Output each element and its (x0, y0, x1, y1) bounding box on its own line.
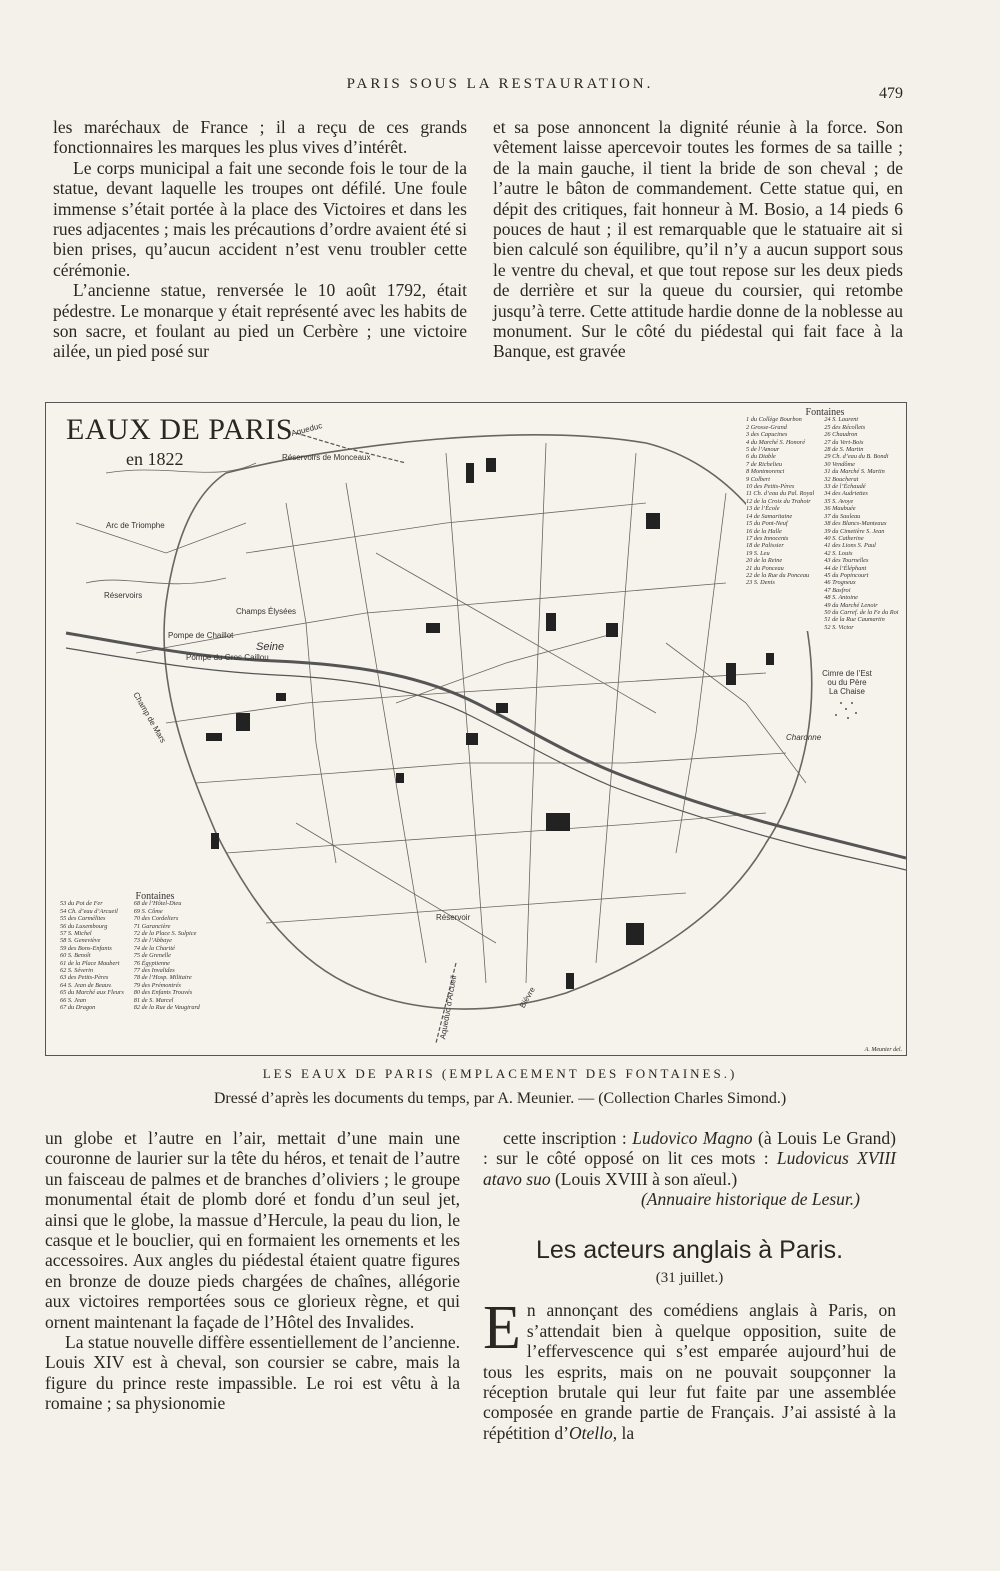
legend-fontaines-left (60, 893, 250, 1012)
legend-entry: 81 de S. Marcel (133, 996, 174, 1004)
legend-entry: 27 du Vert-Bois (824, 438, 864, 446)
map-subtitle: en 1822 (126, 449, 184, 469)
legend-entry: 79 des Prémontrés (133, 981, 182, 989)
legend-entry: 61 de la Place Maubert (60, 959, 120, 967)
legend-entry: 18 de Palissier (746, 542, 784, 550)
legend-entry: 37 du Sauleau (824, 512, 861, 520)
latin-inscription: Ludovicus XVIII atavo suo (483, 1148, 896, 1189)
legend-entry: 76 Égyptienne (133, 959, 170, 967)
section-date: (31 juillet.) (655, 1270, 724, 1287)
paragraph: La statue nouvelle diffère essentiellement de l’ancienne. Louis XIV est à cheval, son coursier se cabre, mais la figure du prince reste impassible. Le roi est vêtu à la romaine ; sa physionomie (45, 1332, 460, 1414)
legend-entry: 35 S. Avoye (824, 497, 854, 505)
map-label: Champ de Mars (131, 690, 168, 745)
legend-entry: 70 des Cordeliers (133, 915, 179, 923)
legend-entry: 48 S. Antoine (824, 594, 858, 602)
legend-entry: 39 du Cimetière S. Jean (824, 527, 885, 535)
legend-title: Fontaines (805, 407, 845, 418)
legend-entry: 21 du Ponceau (746, 564, 784, 572)
section-title: Les acteurs anglais à Paris. (535, 1235, 844, 1264)
legend-entry: 67 du Dragon (60, 1004, 96, 1012)
legend-fontaines-right (746, 409, 904, 631)
legend-entry: 54 Ch. d’eau d’Arcueil (60, 907, 118, 915)
legend-entry: 10 des Petits-Pères (746, 483, 795, 491)
legend-entry: 57 S. Michel (60, 930, 92, 938)
legend-column (746, 416, 814, 631)
text: (à Louis Le Grand) : sur le côté opposé on lit ces mots : (483, 1128, 896, 1169)
top-right-column (493, 117, 903, 362)
legend-entry: 24 S. Laurent (824, 416, 859, 424)
legend-entry: 59 des Bons-Enfants (60, 944, 112, 952)
top-left-column (53, 117, 467, 362)
map-label: Réservoirs de Monceaux (282, 453, 371, 462)
source-citation: (Annuaire historique de Lesur.) (640, 1189, 860, 1210)
legend-entry: 9 Colbert (746, 475, 770, 483)
legend-entry: 44 de l’Éléphant (824, 564, 867, 572)
legend-entry: 6 du Diable (746, 453, 776, 461)
legend-entry: 33 de l’Échaudé (824, 483, 866, 491)
paragraph (483, 1128, 896, 1189)
map-label: Bièvre (517, 985, 537, 1010)
legend-column (824, 416, 898, 631)
legend-entry: 71 Garancière (133, 922, 171, 930)
legend-entry: 42 S. Louis (824, 549, 853, 557)
seine-river (66, 633, 906, 858)
legend-entry: 36 Maubuée (824, 505, 856, 513)
legend-column (60, 900, 124, 1011)
legend-entry: 5 de l’Amour (746, 446, 780, 454)
legend-entry: 29 Ch. d’eau du B. Bondi (824, 453, 889, 461)
legend-entry: 46 Trogneux (824, 579, 856, 587)
legend-entry: 41 des Lions S. Paul (824, 542, 876, 550)
legend-entry: 56 du Luxembourg (60, 922, 108, 930)
legend-entry: 17 des Innocents (746, 534, 789, 542)
text: n annonçant des comédiens anglais à Paris, on s’attendait bien à quelque opposition, suite de l’effervescence qui s’est emparée aujourd’hui de tous les esprits, mais on ne pouvait soupçonner la réception brutale qui leur fut faite par une assemblée composée en grande partie de Français. J’ai assisté à la répétition d’ (483, 1300, 896, 1443)
city-wall (164, 435, 815, 1009)
legend-entry: 47 Basfroi (824, 586, 851, 594)
legend-entry: 34 des Audriettes (824, 490, 868, 498)
legend-entry: 43 des Tournelles (824, 557, 869, 565)
legend-title: Fontaines (135, 891, 175, 902)
legend-entry: 77 des Invalides (133, 967, 175, 975)
map-label: Pompe de Chaillot (168, 631, 234, 640)
legend-entry: 30 Vendôme (824, 460, 855, 468)
legend-entry: 12 de la Croix du Trahoir (746, 497, 811, 505)
legend-entry: 32 Boucherat (824, 475, 859, 483)
map-label: Seine (256, 641, 285, 653)
legend-entry: 78 de l’Hosp. Militaire (133, 974, 192, 982)
legend-entry: 65 du Marché aux Fleurs (60, 989, 124, 997)
legend-entry: 55 des Carmélites (60, 915, 106, 923)
legend-entry: 73 de l’Abbaye (133, 937, 172, 945)
legend-entry: 74 de la Charité (133, 944, 175, 952)
map-title: EAUX DE PARIS (66, 413, 294, 446)
legend-entry: 50 du Carref. de la Fe du Roi (824, 608, 899, 616)
map-label: Arc de Triomphe (106, 521, 165, 530)
legend-entry: 66 S. Jean (60, 996, 87, 1004)
legend-entry: 26 Chaudron (824, 431, 858, 439)
legend-entry: 63 des Petits-Pères (60, 974, 109, 982)
paragraph: Le corps municipal a fait une seconde fois le tour de la statue, devant laquelle les troupes ont défilé. Une foule immense s’était portée à la place des Victoires et dans les rues adjacentes ; mais les précautions d’ordre avaient été si bien prises, qu’aucun accident n’est venu troubler cette cérémonie. (53, 157, 467, 280)
legend-entry: 14 de Samaritaine (746, 512, 793, 520)
paragraph (483, 1294, 896, 1443)
legend-entry: 20 de la Reine (746, 557, 783, 565)
legend-entry: 58 S. Geneviève (60, 937, 101, 945)
page-number: 479 (879, 85, 903, 102)
legend-entry: 4 du Marché S. Honoré (746, 438, 806, 446)
map-label: Champs Élysées (236, 607, 297, 616)
paragraph: et sa pose annoncent la dignité réunie à la force. Son vêtement laisse apercevoir toutes les formes de sa taille ; de la main gauche, il tient la bride de son cheval ; de l’autre le bâton de commandement. Cette statue qui, en dépit des critiques, fait honneur à M. Bosio, a 14 pieds 6 pouces de haut ; il est remarquable que le statuaire ait si bien calculé son équilibre, qu’il n’y a aucun support sous le ventre du cheval, et que tout repose sur les deux pieds de derrière et sur la queue du coursier, qui retombe jusqu’à terre. Cette attitude hardie donne de la noblesse au monument. Sur le côté du piédestal qui fait face à la Banque, est gravée (493, 117, 903, 362)
legend-entry: 15 du Pont-Neuf (746, 520, 788, 528)
legend-entry: 80 des Enfants Trouvés (133, 989, 193, 997)
legend-entry: 45 du Popincourt (824, 571, 869, 579)
legend-entry: 60 S. Benoît (60, 952, 91, 960)
legend-entry: 11 Ch. d’eau du Pal. Royal (746, 490, 815, 498)
legend-entry: 28 de S. Martin (824, 446, 864, 454)
figure-caption-credit: Dressé d’après les documents du temps, par A. Meunier. — (Collection Charles Simond.) (213, 1090, 787, 1107)
legend-entry: 22 de la Rue du Ponceau (746, 571, 810, 579)
bottom-right-column (483, 1128, 896, 1443)
legend-entry: 8 Montmorenci (746, 468, 785, 476)
map-signature: A. Meunier del. (864, 1047, 902, 1053)
legend-entry: 75 de Grenelle (133, 952, 171, 960)
legend-entry: 16 de la Halle (746, 527, 782, 535)
text: , la (612, 1422, 635, 1443)
legend-entry: 49 du Marché Lenoir (824, 601, 878, 609)
map-label: Charonne (786, 733, 822, 742)
paragraph: les maréchaux de France ; il a reçu de ces grands fonctionnaires les marques les plus vives d’intérêt. (53, 117, 467, 158)
legend-entry: 62 S. Séverin (60, 967, 94, 975)
legend-entry: 82 de la Rue de Vaugirard (133, 1004, 200, 1012)
legend-entry: 1 du Collège Bourbon (746, 416, 802, 424)
map-label: Cimre de l’Est ou du Père La Chaise (822, 669, 872, 696)
map-label: Aqueduc d’Arcueil (438, 974, 459, 1041)
paragraph: un globe et l’autre en l’air, mettait d’une main une couronne de laurier sur la tête du héros, et tenait de l’autre un faisceau de palmes et de branches d’oliviers ; le groupe monumental était de plomb doré et fondu d’un seul jet, ainsi que le globe, la massue d’Hercule, la peau du lion, le casque et le bouclier, qui en formaient les ornements et les accessoires. Aux angles du piédestal étaient quatre figures en bronze de douze pieds chargées de chaînes, allégorie aux victoires remportées sous ce glorieux règne, et qui ornent maintenant la façade de l’Hôtel des Invalides. (45, 1128, 460, 1332)
bottom-left-column (45, 1128, 460, 1414)
legend-entry: 69 S. Côme (133, 907, 163, 915)
legend-entry: 3 des Capucines (746, 431, 788, 439)
legend-entry: 53 du Pot de Fer (60, 900, 103, 908)
text: (Louis XVIII à son aïeul.) (550, 1168, 738, 1189)
legend-entry: 68 de l’Hôtel-Dieu (133, 900, 182, 908)
legend-entry: 2 Grosse-Grand (746, 423, 787, 431)
legend-entry: 40 S. Catherine (824, 534, 864, 542)
legend-entry: 72 de la Place S. Sulpice (133, 930, 197, 938)
legend-column (134, 900, 200, 1011)
running-title: PARIS SOUS LA RESTAURATION. (346, 76, 654, 92)
map-label: Réservoirs (104, 591, 143, 600)
figure-caption-title: LES EAUX DE PARIS (EMPLACEMENT DES FONTAINES.) (262, 1066, 738, 1081)
paragraph: L’ancienne statue, renversée le 10 août 1792, était pédestre. Le monarque y était représenté avec les habits de son sacre, et foulant au pied un Cerbère ; une victoire ailée, un pied posé sur (53, 280, 467, 362)
map-figure (45, 402, 907, 1056)
legend-entry: 7 de Richelieu (746, 460, 783, 468)
map-label: Pompe du Gros Caillou (186, 653, 269, 662)
legend-entry: 25 des Récollets (824, 423, 866, 431)
drop-cap: E (483, 1294, 521, 1363)
legend-entry: 13 de l’École (746, 505, 780, 513)
legend-entry: 31 du Marché S. Martin (824, 468, 885, 476)
map-label: Aqueduc (290, 421, 324, 438)
map-label: Réservoir (436, 913, 471, 922)
text: cette inscription : (503, 1128, 633, 1148)
italic-title: Otello (569, 1422, 613, 1443)
latin-inscription: Ludovico Magno (632, 1128, 753, 1148)
legend-entry: 52 S. Victor (824, 623, 854, 631)
legend-entry: 64 S. Jean de Beauv. (60, 981, 112, 989)
legend-entry: 19 S. Leu (746, 549, 770, 557)
legend-entry: 23 S. Denis (746, 579, 775, 587)
legend-entry: 38 des Blancs-Manteaux (824, 520, 887, 528)
legend-entry: 51 de la Rue Caumartin (824, 616, 885, 624)
